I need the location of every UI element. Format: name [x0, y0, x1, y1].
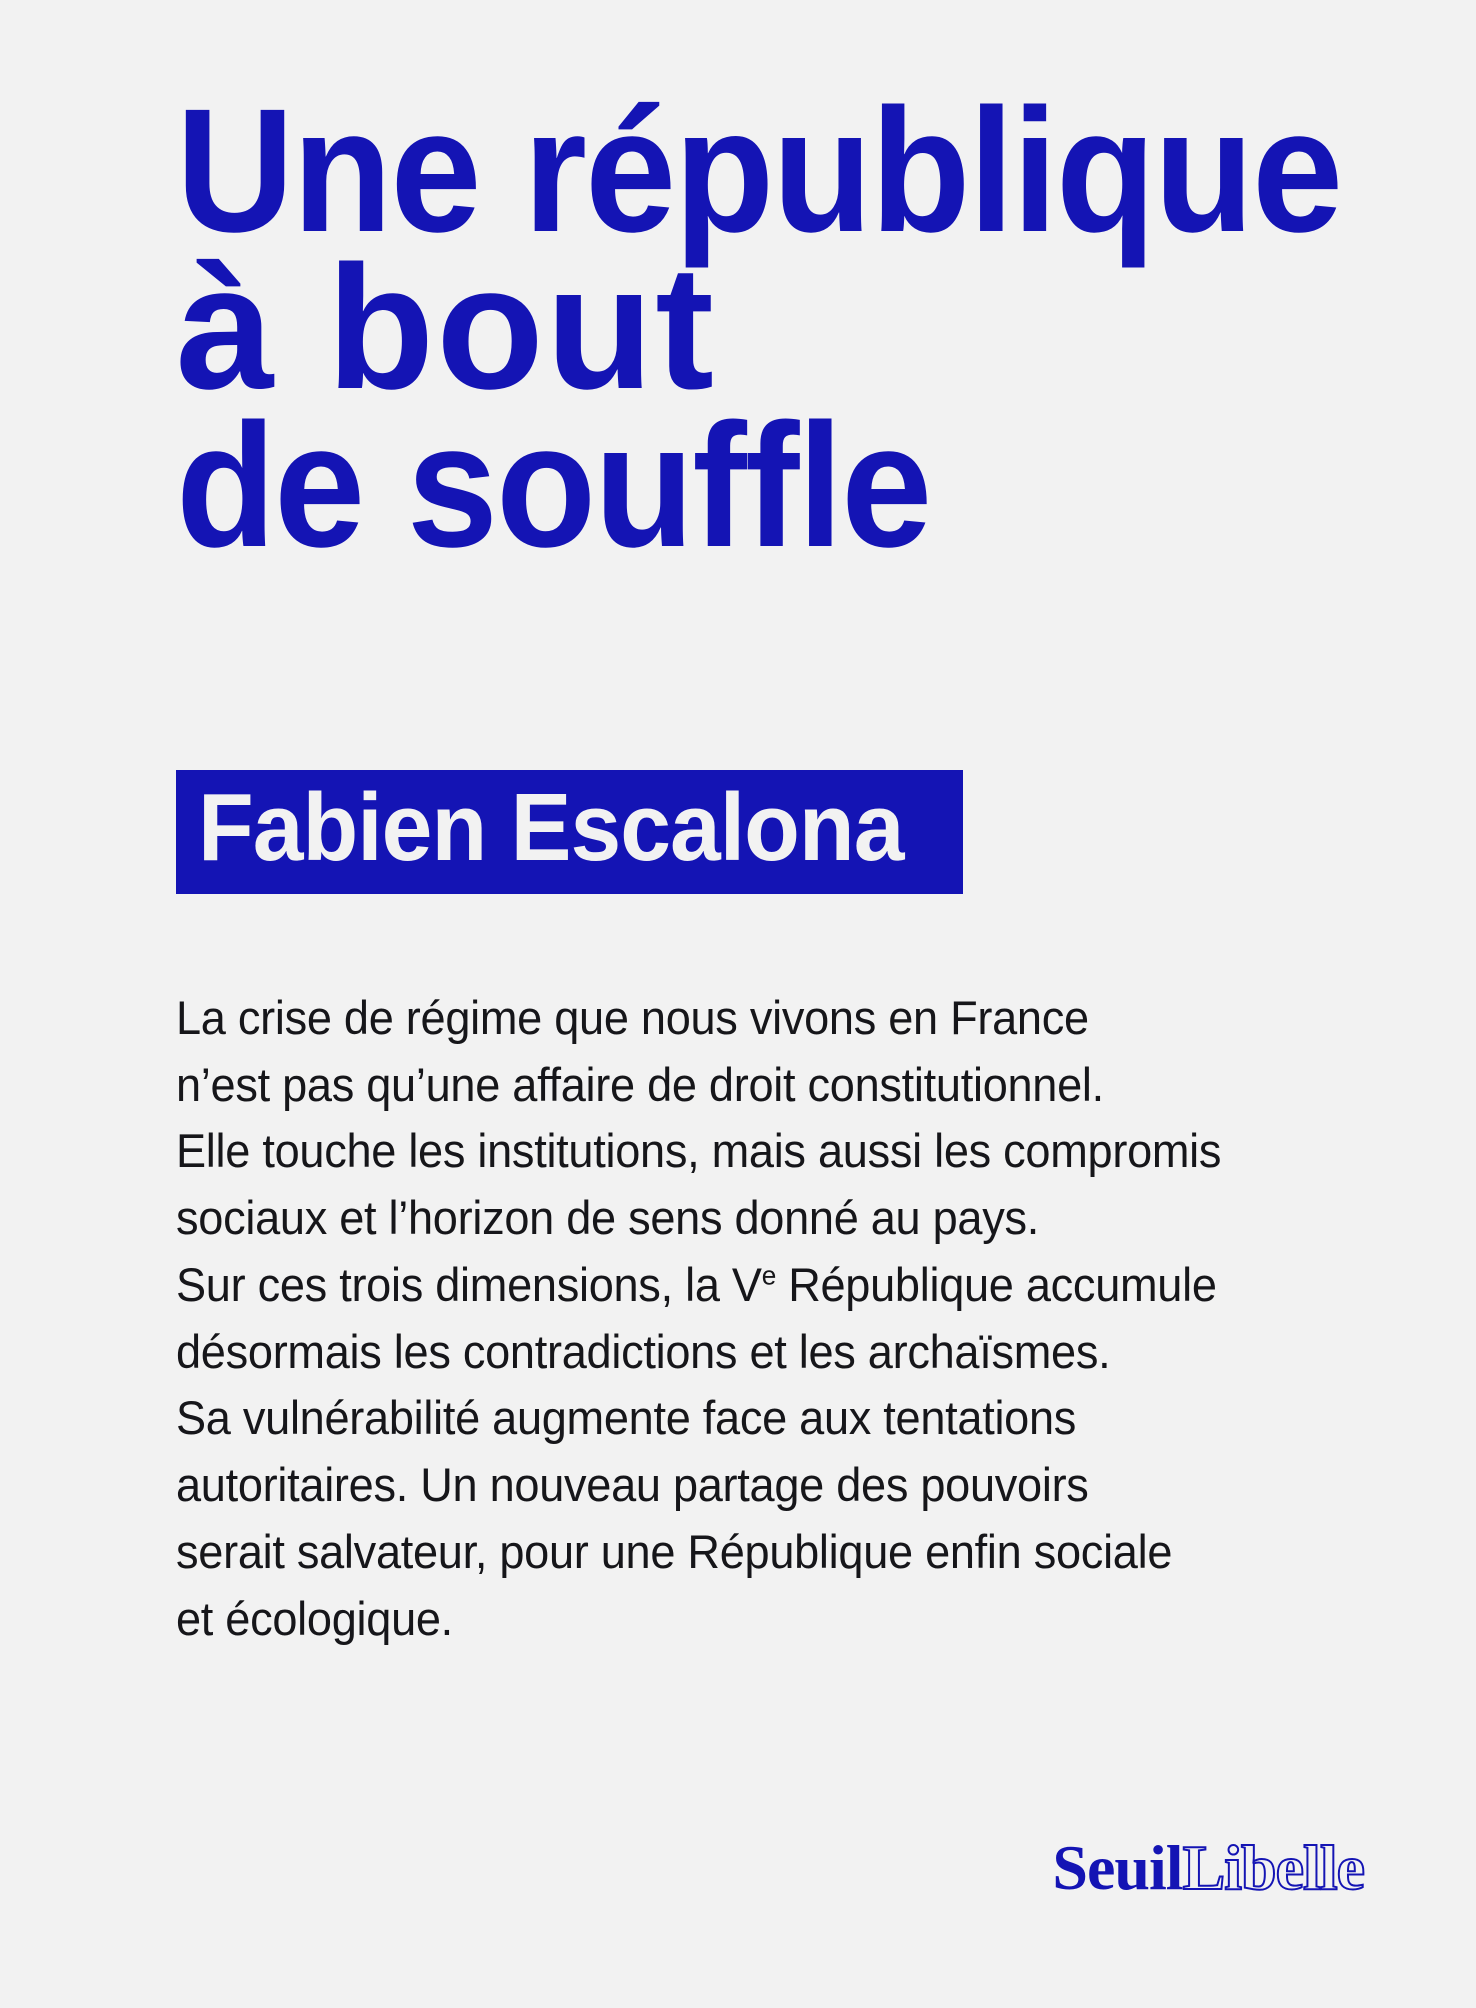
blurb-line: n’est pas qu’une affaire de droit constitutionnel.: [176, 1057, 1104, 1111]
title-line-2: à bout: [176, 230, 716, 427]
cover-blurb: [176, 985, 1336, 1652]
blurb-line-ve-exponent: e: [761, 1259, 776, 1291]
blurb-line-ve: [176, 1252, 1290, 1319]
title-line-3: de souffle: [176, 387, 931, 584]
author-name: Fabien Escalona: [198, 774, 904, 881]
blurb-line-ve-before: Sur ces trois dimensions, la V: [176, 1257, 762, 1311]
blurb-line: serait salvateur, pour une République enfin sociale: [176, 1524, 1173, 1578]
publisher-seuil-wordmark: Seuil: [1052, 1832, 1183, 1903]
blurb-line-ve-after: République accumule: [775, 1257, 1217, 1311]
book-title: [176, 73, 1366, 584]
title-line-1: Une république: [176, 73, 1342, 269]
blurb-line: Sa vulnérabilité augmente face aux tentations: [176, 1391, 1077, 1445]
publisher-logo: [1052, 1832, 1364, 1903]
blurb-line: Elle touche les institutions, mais aussi les compromis: [176, 1124, 1222, 1178]
author-band: [176, 770, 963, 894]
publisher-libelle-wordmark: Libelle: [1182, 1832, 1364, 1903]
blurb-line: sociaux et l’horizon de sens donné au pays.: [176, 1191, 1040, 1245]
blurb-line: La crise de régime que nous vivons en France: [176, 991, 1089, 1044]
blurb-line: désormais les contradictions et les archaïsmes.: [176, 1324, 1111, 1378]
blurb-line: autoritaires. Un nouveau partage des pouvoirs: [176, 1458, 1089, 1512]
blurb-line: et écologique.: [176, 1591, 453, 1645]
